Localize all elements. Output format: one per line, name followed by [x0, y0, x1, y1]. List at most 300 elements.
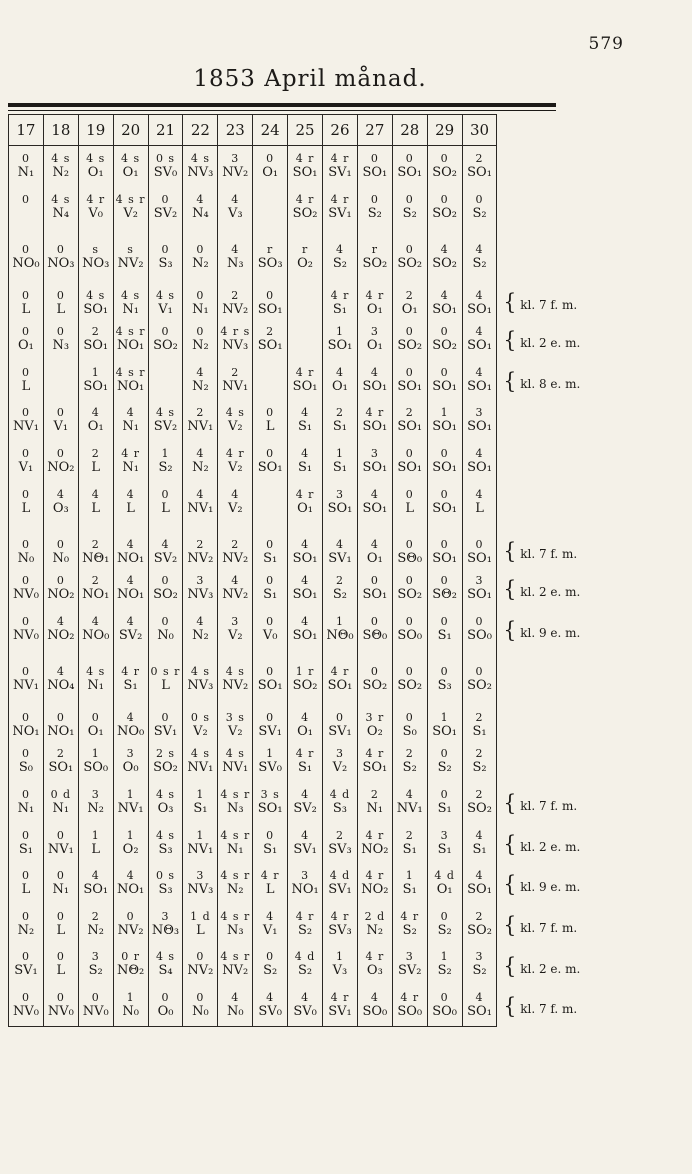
table-row [9, 944, 614, 985]
cloud-value: 0 [56, 406, 65, 420]
wind-value: SO₁ [327, 500, 353, 516]
day-header-29: 29 [427, 115, 462, 146]
table-cell [148, 609, 183, 650]
wind-value: N₂ [226, 882, 244, 898]
wind-value: O₃ [52, 500, 69, 516]
cloud-value: 1 d [190, 909, 211, 923]
cloud-value: 4 [126, 574, 135, 588]
wind-value: NO₁ [47, 724, 75, 740]
wind-value: NV₁ [222, 760, 249, 776]
cloud-value: 4 r [365, 289, 385, 303]
table-cell [43, 227, 78, 273]
wind-value: L [91, 841, 101, 857]
table-cell [427, 649, 462, 695]
wind-value: SO₁ [467, 165, 492, 180]
table-cell [43, 609, 78, 650]
cloud-value: 0 [196, 990, 205, 1004]
table-cell [253, 146, 288, 187]
cloud-value: 0 [370, 665, 379, 679]
table-row [9, 985, 614, 1026]
table-cell [9, 863, 44, 904]
cloud-value: 0 [21, 325, 30, 339]
cloud-value: 4 [370, 365, 379, 379]
cloud-value: 4 [126, 711, 135, 725]
cloud-value: 2 [475, 711, 484, 725]
cloud-value: 0 [405, 152, 414, 165]
wind-value: SV₂ [153, 419, 178, 435]
brace-icon: { [503, 993, 517, 1020]
cloud-value: 4 s r [220, 869, 251, 883]
cloud-value: 4 s [51, 192, 71, 206]
table-row [9, 360, 614, 401]
table-cell [43, 823, 78, 864]
wind-value: SO₁ [362, 165, 388, 180]
wind-value: V₂ [227, 724, 243, 740]
cloud-value: 4 [370, 990, 379, 1004]
wind-value: SV₁ [328, 882, 352, 898]
cloud-value: 4 [196, 192, 205, 206]
table-cell [218, 904, 253, 945]
wind-value: O₁ [87, 724, 104, 740]
wind-value: NO₀ [116, 724, 145, 740]
table-cell [427, 609, 462, 650]
cloud-value: 2 [266, 325, 275, 339]
wind-value: SV₀ [293, 1003, 317, 1019]
wind-value: NV₂ [187, 963, 214, 979]
cloud-value: 2 [405, 747, 414, 761]
table-cell [218, 187, 253, 228]
wind-value: S₁ [437, 800, 452, 816]
table-cell [427, 985, 462, 1026]
table-cell [113, 441, 148, 482]
cloud-value: 4 r s [220, 325, 251, 339]
cloud-value: 0 s r [150, 665, 181, 679]
table-cell [357, 649, 392, 695]
cloud-value: 4 r [330, 665, 350, 679]
brace-icon: { [503, 830, 517, 857]
wind-value: S₁ [472, 841, 487, 857]
table-cell [43, 319, 78, 360]
table-cell [113, 360, 148, 401]
table-cell [288, 823, 323, 864]
cloud-value: 4 [301, 711, 310, 725]
wind-value: V₂ [227, 627, 243, 643]
table-cell [462, 823, 497, 864]
cloud-value: 0 [370, 152, 379, 165]
wind-value: N₃ [52, 338, 70, 354]
table-cell [113, 482, 148, 523]
wind-value: SV₁ [328, 205, 352, 221]
cloud-value: 2 [370, 787, 379, 801]
wind-value: L [56, 302, 66, 318]
cloud-value: 1 [196, 787, 205, 801]
table-row [9, 522, 614, 568]
wind-value: SO₁ [257, 800, 283, 816]
cloud-value: 0 [56, 909, 65, 923]
cloud-value: 2 [231, 365, 240, 379]
cloud-value: 4 [301, 614, 310, 628]
cloud-value: 0 [56, 243, 65, 257]
cloud-value: 0 [21, 365, 30, 379]
table-cell [357, 609, 392, 650]
wind-value: SV₀ [153, 165, 178, 180]
cloud-value: 4 [475, 325, 484, 339]
table-cell [113, 823, 148, 864]
cloud-value: 4 [231, 243, 240, 257]
table-cell [427, 782, 462, 823]
wind-value: N₁ [122, 419, 139, 435]
cloud-value: 4 s [86, 152, 106, 165]
cloud-value: 0 [21, 909, 30, 923]
table-cell [218, 273, 253, 319]
table-cell [392, 985, 427, 1026]
wind-value: NO₁ [291, 882, 319, 898]
wind-value: N₂ [192, 627, 209, 643]
table-cell [218, 741, 253, 782]
time-note [497, 187, 614, 228]
cloud-value: 0 [440, 446, 449, 460]
cloud-value: 1 [335, 950, 344, 964]
cloud-value: 1 [126, 787, 135, 801]
table-cell [288, 609, 323, 650]
cloud-value: 3 [475, 950, 484, 964]
cloud-value: 0 [21, 869, 30, 883]
table-cell [78, 568, 113, 609]
table-cell [392, 400, 427, 441]
cloud-value: 4 s r [220, 950, 251, 964]
table-cell [253, 360, 288, 401]
table-cell [78, 146, 113, 187]
table-cell [288, 568, 323, 609]
day-header-27: 27 [357, 115, 392, 146]
wind-value: NV₀ [12, 587, 39, 603]
cloud-value: 4 s r [115, 192, 146, 206]
wind-value: NV₁ [47, 841, 74, 857]
wind-value: N₃ [226, 256, 244, 272]
cloud-value: 0 [21, 243, 30, 257]
cloud-value: 4 [231, 990, 240, 1004]
table-cell [113, 904, 148, 945]
table-cell [43, 146, 78, 187]
day-header-24: 24 [253, 115, 288, 146]
table-cell [78, 319, 113, 360]
wind-value: NV₂ [117, 922, 144, 938]
cloud-value: 4 [301, 787, 310, 801]
table-cell [113, 741, 148, 782]
cloud-value: 4 s [86, 665, 106, 679]
cloud-value: 4 [126, 406, 135, 420]
wind-value: S₂ [402, 205, 417, 221]
wind-value: NV₂ [222, 165, 249, 180]
wind-value: SO₁ [467, 419, 492, 435]
wind-value: NV₃ [187, 165, 214, 180]
table-cell [427, 482, 462, 523]
wind-value: SO₁ [83, 302, 109, 318]
table-cell [183, 273, 218, 319]
wind-value: S₁ [472, 724, 487, 740]
cloud-value: 4 [266, 990, 275, 1004]
wind-value: S₃ [158, 841, 173, 857]
cloud-value: 4 [335, 538, 344, 552]
wind-value: NO₁ [116, 378, 145, 394]
cloud-value: 0 [405, 711, 414, 725]
wind-value: NV₃ [187, 587, 214, 603]
wind-value: S₁ [263, 841, 278, 857]
cloud-value: 1 r [295, 665, 315, 679]
cloud-value: 0 [440, 665, 449, 679]
wind-value: NV₁ [187, 500, 214, 516]
table-cell [392, 904, 427, 945]
table-cell [323, 782, 358, 823]
wind-value: NV₂ [222, 587, 249, 603]
cloud-value: 1 [405, 869, 414, 883]
wind-value: SΘ₂ [432, 587, 458, 603]
cloud-value: 0 [405, 192, 414, 206]
cloud-value: 4 r [121, 665, 140, 679]
wind-value: SO₀ [432, 1003, 458, 1019]
table-cell [218, 649, 253, 695]
cloud-value: s [127, 243, 134, 257]
table-cell [392, 522, 427, 568]
table-cell [392, 741, 427, 782]
table-cell [78, 187, 113, 228]
table-cell [357, 360, 392, 401]
table-cell [357, 187, 392, 228]
wind-value: SO₂ [153, 338, 178, 354]
wind-value: SO₀ [397, 627, 423, 643]
header-row [9, 115, 614, 146]
wind-value: NV₀ [12, 627, 39, 643]
wind-value: N₀ [157, 627, 174, 643]
cloud-value: 3 [475, 574, 484, 588]
cloud-value: 3 [370, 325, 379, 339]
wind-value: S₂ [332, 587, 348, 603]
table-cell [183, 146, 218, 187]
time-note [497, 904, 614, 945]
cloud-value: 0 s [190, 711, 210, 725]
time-note [497, 441, 614, 482]
wind-value: N₀ [226, 1003, 244, 1019]
wind-value: N₂ [87, 922, 105, 938]
table-cell [253, 649, 288, 695]
wind-value: S₂ [472, 205, 487, 221]
table-cell [253, 522, 288, 568]
wind-value: SO₁ [397, 378, 423, 394]
cloud-value: 4 s r [115, 365, 146, 379]
table-cell [43, 187, 78, 228]
cloud-value: 0 [266, 711, 275, 725]
wind-value: S₃ [332, 800, 348, 816]
table-cell [183, 904, 218, 945]
table-cell [288, 741, 323, 782]
cloud-value: 4 [301, 828, 310, 842]
cloud-value: 4 s [155, 406, 176, 420]
cloud-value: 0 [161, 487, 170, 501]
wind-value: SV₃ [328, 922, 352, 938]
cloud-value: 4 r [225, 446, 245, 460]
cloud-value: 3 [335, 487, 344, 501]
day-header-21: 21 [148, 115, 183, 146]
table-cell [218, 360, 253, 401]
cloud-value: 3 [196, 869, 205, 883]
cloud-value: 0 [21, 990, 30, 1004]
wind-value: SO₁ [467, 338, 492, 354]
wind-value: SV₂ [293, 800, 317, 816]
table-cell [357, 227, 392, 273]
table-cell [462, 741, 497, 782]
wind-value: S₀ [402, 724, 417, 740]
time-note [497, 863, 614, 904]
cloud-value: 4 [196, 487, 205, 501]
wind-value: O₂ [297, 256, 313, 272]
table-cell [113, 695, 148, 741]
table-cell [253, 609, 288, 650]
wind-value: SO₁ [467, 378, 492, 394]
cloud-value: 3 s [260, 787, 280, 801]
wind-value: S₂ [158, 459, 173, 475]
day-header-30: 30 [462, 115, 497, 146]
wind-value: V₀ [88, 205, 104, 221]
table-cell [43, 400, 78, 441]
cloud-value: 0 [370, 192, 379, 206]
table-cell [43, 568, 78, 609]
table-cell [78, 609, 113, 650]
wind-value: O₁ [366, 302, 383, 318]
wind-value: O₁ [401, 302, 418, 318]
brace-icon: { [503, 789, 517, 817]
wind-value: SO₂ [467, 922, 492, 938]
header-rule-thick [8, 103, 556, 107]
wind-value: SO₁ [292, 378, 318, 394]
cloud-value: 4 [335, 365, 344, 379]
wind-value: S₂ [437, 963, 452, 979]
cloud-value: 3 [231, 614, 240, 628]
table-cell [113, 400, 148, 441]
table-cell [288, 863, 323, 904]
cloud-value: 4 [196, 446, 205, 460]
table-cell [462, 568, 497, 609]
cloud-value: 0 [161, 192, 170, 206]
table-cell [9, 360, 44, 401]
wind-value: N₄ [192, 205, 209, 221]
table-cell [9, 441, 44, 482]
cloud-value: 4 s r [220, 909, 251, 923]
wind-value: SO₁ [48, 760, 74, 776]
cloud-value: 4 [126, 487, 135, 501]
cloud-value: 1 [440, 711, 449, 725]
cloud-value: 0 [405, 574, 414, 588]
table-row [9, 146, 614, 187]
wind-value: SO₁ [432, 378, 458, 394]
table-cell [323, 146, 358, 187]
cloud-value: 0 [21, 614, 30, 628]
table-cell [288, 782, 323, 823]
cloud-value: 4 r [295, 152, 315, 165]
table-cell [288, 187, 323, 228]
cloud-value: 2 [231, 538, 240, 552]
table-cell [78, 227, 113, 273]
table-cell [43, 695, 78, 741]
table-row [9, 273, 614, 319]
cloud-value: 0 [21, 711, 30, 725]
cloud-value: 4 r [295, 909, 315, 923]
wind-value: N₁ [17, 165, 35, 180]
cloud-value: 4 r [295, 747, 315, 761]
cloud-value: r [267, 243, 274, 257]
wind-value: L [21, 378, 31, 394]
table-cell [357, 441, 392, 482]
table-cell [113, 782, 148, 823]
cloud-value: 0 [266, 406, 275, 420]
table-cell [183, 400, 218, 441]
table-cell [357, 400, 392, 441]
wind-value: SO₁ [83, 338, 109, 354]
cloud-value: 0 [266, 446, 275, 460]
wind-value: V₂ [227, 419, 243, 435]
wind-value: SO₂ [397, 587, 423, 603]
table-cell [357, 273, 392, 319]
wind-value: N₀ [192, 1003, 209, 1019]
time-note [497, 360, 614, 401]
table-cell [253, 695, 288, 741]
time-note [497, 400, 614, 441]
cloud-value: 4 [301, 538, 310, 552]
wind-value: S₁ [332, 302, 348, 318]
cloud-value: 4 r [295, 487, 315, 501]
table-cell [427, 187, 462, 228]
wind-value: SO₂ [292, 678, 318, 694]
wind-value: SO₂ [362, 678, 388, 694]
cloud-value: 0 [21, 828, 30, 842]
wind-value: S₁ [263, 551, 278, 567]
wind-value: N₁ [226, 841, 244, 857]
table-cell [113, 568, 148, 609]
table-cell [148, 863, 183, 904]
table-cell [9, 319, 44, 360]
time-note-text: kl. 7 f. m. [520, 921, 578, 936]
wind-value: V₂ [123, 205, 138, 221]
cloud-value: 0 [266, 289, 275, 303]
wind-value: N₀ [17, 551, 35, 567]
table-cell [183, 227, 218, 273]
table-cell [323, 319, 358, 360]
time-note-text: kl. 9 e. m. [520, 626, 581, 641]
wind-value: S₂ [298, 922, 313, 938]
table-cell [253, 863, 288, 904]
time-note [497, 985, 614, 1026]
cloud-value: 1 [440, 406, 449, 420]
table-cell [392, 360, 427, 401]
cloud-value: 4 [126, 538, 135, 552]
table-cell [427, 400, 462, 441]
table-cell [357, 146, 392, 187]
table-cell [218, 695, 253, 741]
cloud-value: 0 [266, 614, 275, 628]
cloud-value: 4 [370, 487, 379, 501]
cloud-value: 4 d [434, 869, 455, 883]
cloud-value: 4 [475, 990, 484, 1004]
table-cell [392, 227, 427, 273]
wind-value: NV₃ [187, 882, 214, 898]
cloud-value: 0 [21, 950, 30, 964]
table-cell [43, 273, 78, 319]
cloud-value: 4 r [330, 152, 350, 165]
wind-value: S₁ [298, 760, 313, 776]
cloud-value: 4 r [330, 289, 350, 303]
wind-value: NO₁ [116, 587, 145, 603]
wind-value: NO₂ [47, 459, 75, 475]
cloud-value: 4 r [365, 406, 385, 420]
